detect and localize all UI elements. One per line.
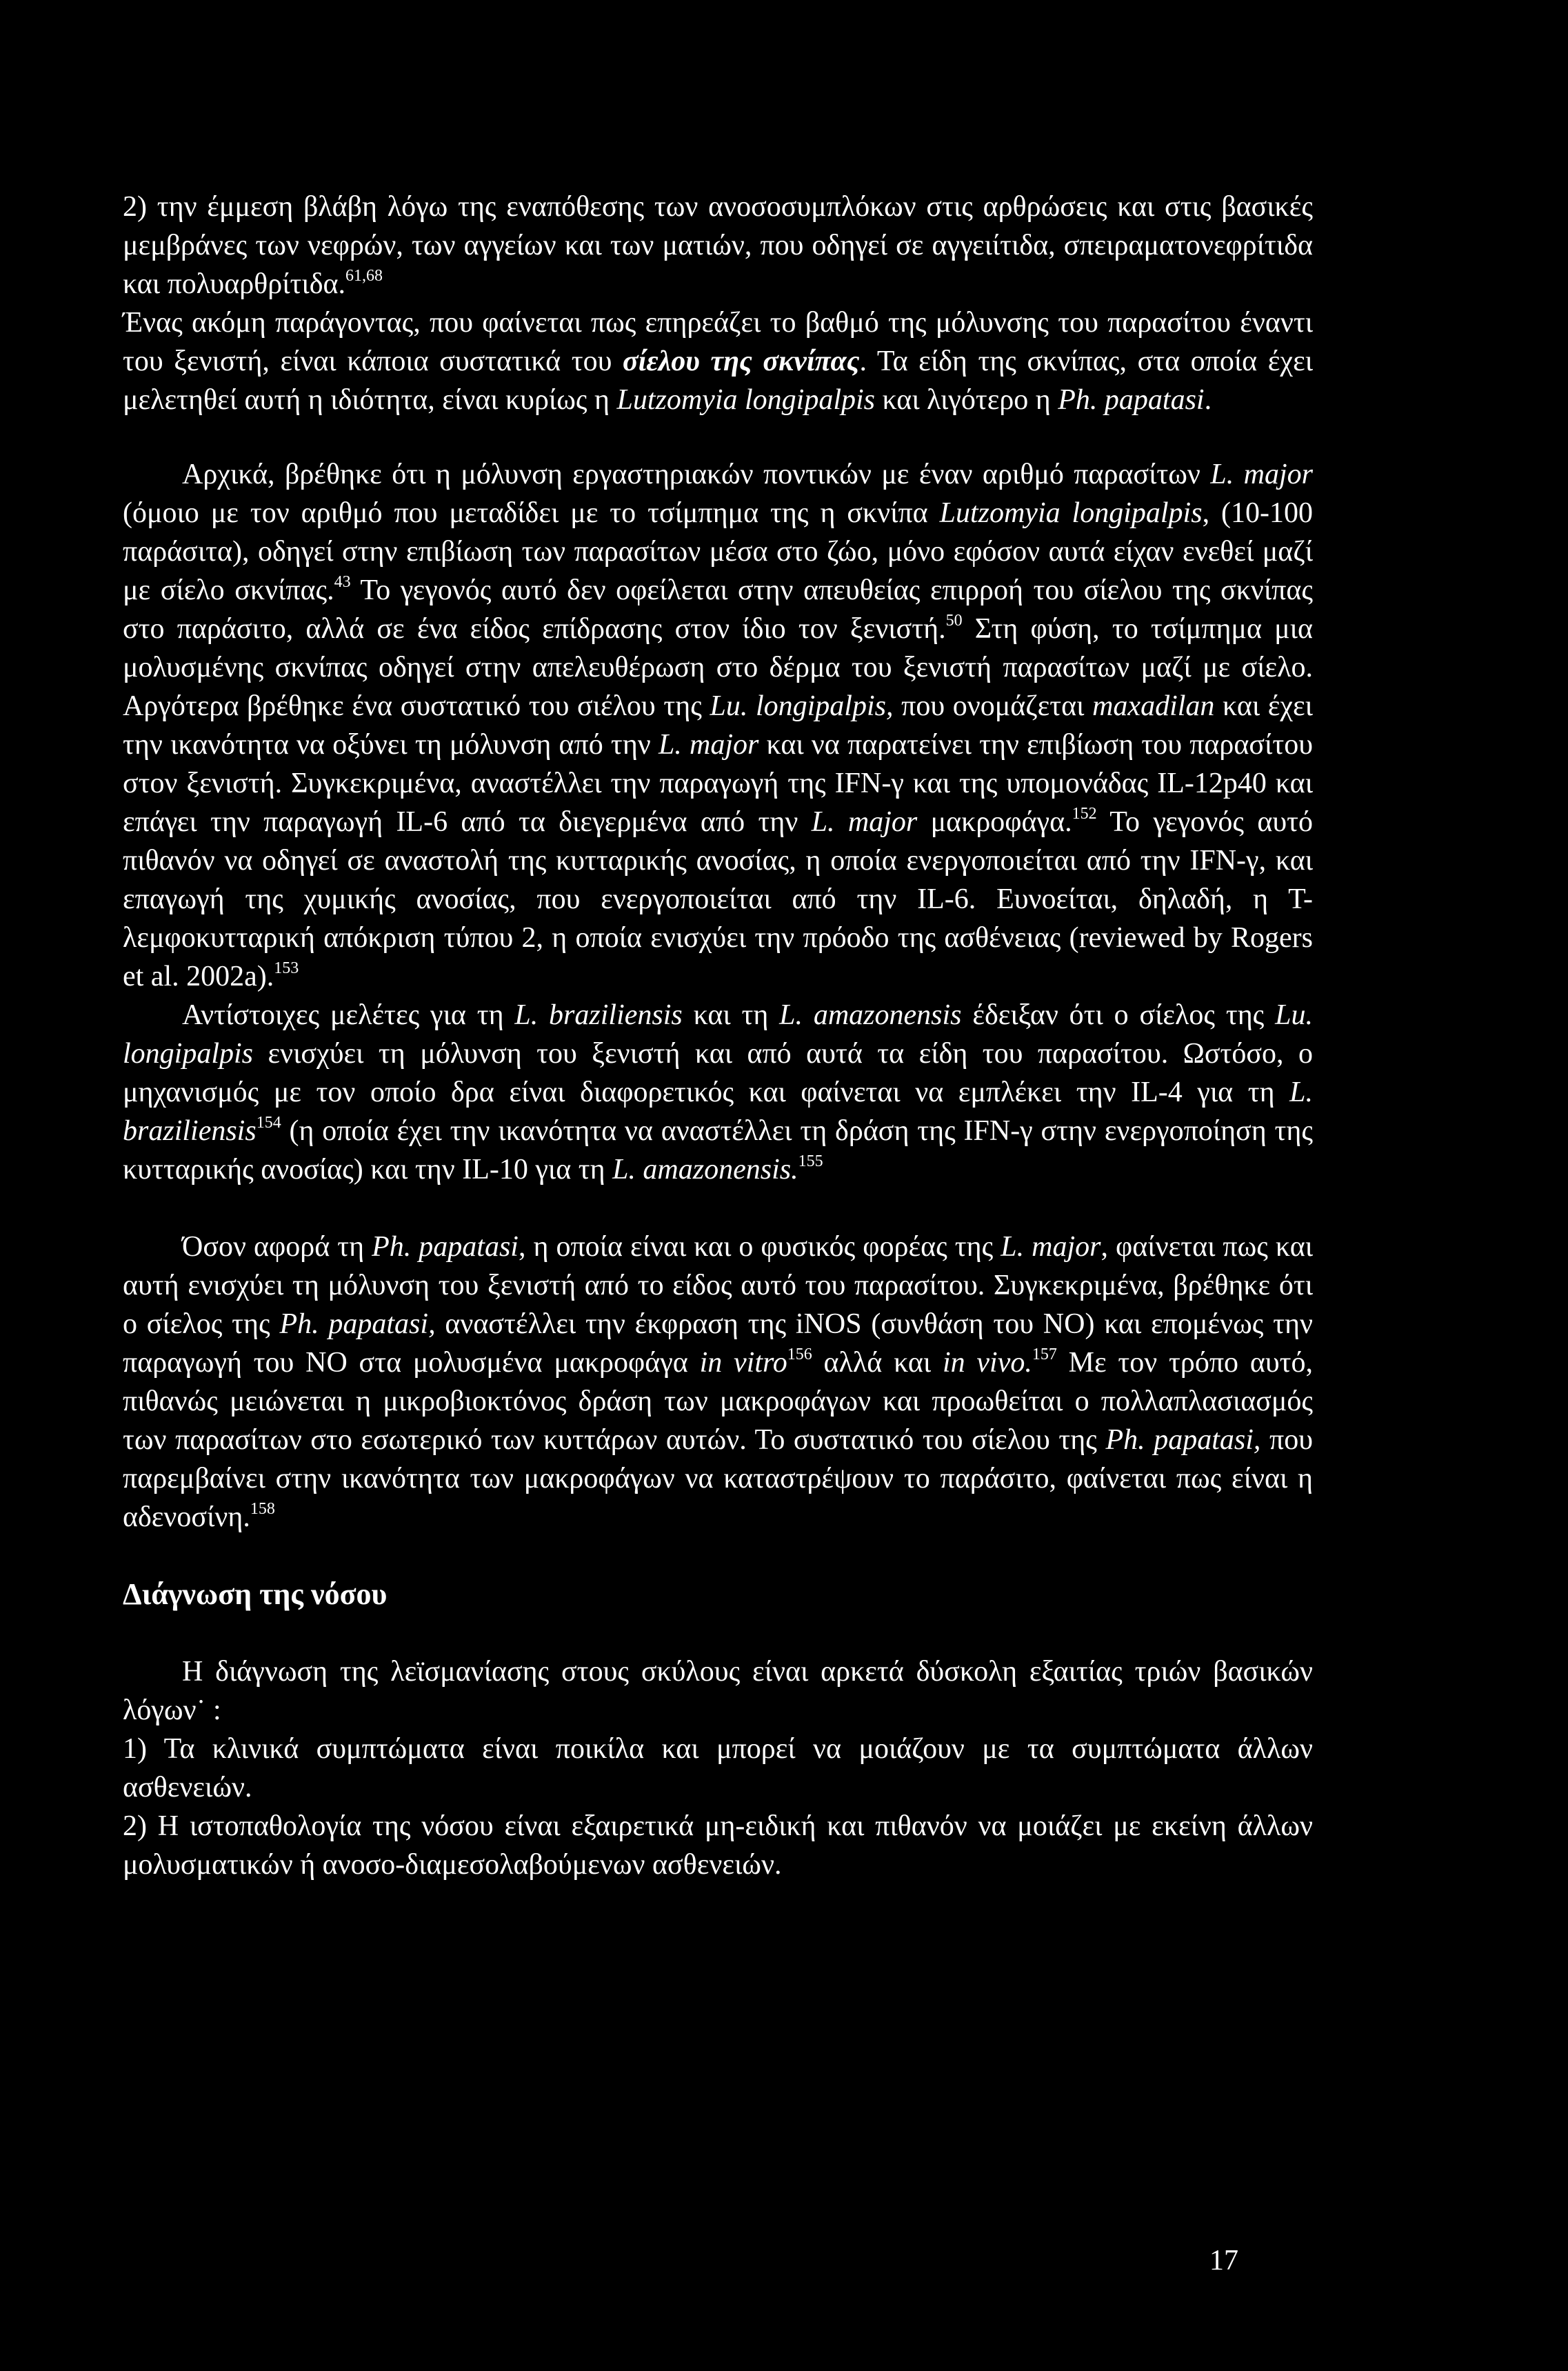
list-item-1: 1) Τα κλινικά συμπτώματα είναι ποικίλα και μπορεί να μοιάζουν με τα συμπτώματα άλλων ασθενειών. [123, 1733, 1313, 1803]
text: και λιγότερο η [875, 384, 1058, 416]
text: Αρχικά, βρέθηκε ότι η μόλυνση εργαστηριακών ποντικών με έναν αριθμό παρασίτων [182, 459, 1211, 490]
text: μακροφάγα. [917, 806, 1072, 838]
citation: 152 [1072, 805, 1097, 823]
paragraph-1 [123, 188, 1313, 303]
text: 2) την έμμεση βλάβη λόγω της εναπόθεσης των ανοσοσυμπλόκων στις αρθρώσεις και στις βασικές μεμβράνες των νεφρών, των αγγείων και των ματιών, που οδηγεί σε αγγειίτιδα, σπειραματονεφρίτιδα και πολυαρθρίτιδα. [123, 191, 1313, 300]
species-name: L. major [1001, 1231, 1101, 1263]
text: ενισχύει τη μόλυνση του ξενιστή και από αυτά τα είδη του παρασίτου. Ωστόσο, ο μηχανισμός με τον οποίο δρα είναι διαφορετικός και φαίνεται να εμπλέκει την IL-4 για τη [123, 1038, 1313, 1108]
citation: 157 [1032, 1345, 1057, 1363]
species-name: Ph. papatasi [372, 1231, 519, 1263]
species-name: Lu. longipalpis [123, 999, 1313, 1070]
text: , η οποία είναι και ο φυσικός φορέας της [518, 1231, 1001, 1263]
text: (όμοιο με τον αριθμό που μεταδίδει με το τσίμπημα της η σκνίπα [123, 497, 940, 529]
citation: 154 [256, 1114, 281, 1132]
citation: 153 [274, 959, 299, 977]
species-name: maxadilan [1092, 690, 1215, 722]
citation: 61,68 [345, 267, 383, 285]
species-name: Lutzomyia longipalpis [939, 497, 1203, 529]
list-item-2: 2) Η ιστοπαθολογία της νόσου είναι εξαιρετικά μη-ειδική και πιθανόν να μοιάζει με εκείνη άλλων μολυσματικών ή ανοσο-διαμεσολαβούμενων ασθενειών. [123, 1810, 1313, 1881]
paragraph-4 [123, 996, 1313, 1189]
species-name: L. braziliensis [514, 999, 683, 1031]
text: που παρεμβαίνει στην ικανότητα των μακροφάγων να καταστρέψουν το παράσιτο, φαίνεται πως είναι η αδενοσίνη. [123, 1424, 1314, 1533]
paragraph-3 [123, 455, 1313, 996]
text: , (10-100 παράσιτα), οδηγεί στην επιβίωση των παρασίτων μέσα στο ζώο, μόνο εφόσον αυτά είχαν ενεθεί μαζί με σίελο σκνίπας. [123, 497, 1313, 606]
species-name: L. major [811, 806, 918, 838]
section-heading: Διάγνωση της νόσου [123, 1577, 388, 1611]
text: που ονομάζεται [893, 690, 1093, 722]
text: Με τον τρόπο αυτό, πιθανώς μειώνεται η μικροβιοκτόνος δράση των μακροφάγων και προωθείται ο πολλαπλασιασμός των παρασίτων στο εσωτερικό των κυττάρων αυτών. Το συστατικό του σίελου της [123, 1347, 1314, 1456]
species-name: L. major [658, 729, 759, 761]
species-name: L. major [1210, 459, 1314, 490]
paragraph-6: Η διάγνωση της λεϊσμανίασης στους σκύλους είναι αρκετά δύσκολη εξαιτίας τριών βασικών λόγων˙ : [123, 1656, 1313, 1726]
species-name: Ph. papatasi, [1105, 1424, 1261, 1456]
species-name: Lu. longipalpis, [710, 690, 894, 722]
text: και να παρατείνει την επιβίωση του παρασίτου στον ξενιστή. Συγκεκριμένα, αναστέλλει την παραγωγή της IFN-γ και της υπομονάδας IL-12p40 και επάγει την παραγωγή IL-6 από τα διεγερμένα από την [123, 729, 1313, 838]
text: (η οποία έχει την ικανότητα να αναστέλλει τη δράση της IFN-γ στην ενεργοποίηση της κυτταρικής ανοσίας) και την IL-10 για τη [123, 1115, 1313, 1186]
species-name: Ph. papatasi [1058, 384, 1205, 416]
text: και τη [682, 999, 780, 1031]
citation: 158 [250, 1500, 275, 1518]
text: . Τα είδη της σκνίπας, στα οποία έχει μελετηθεί αυτή η ιδιότητα, είναι κυρίως η [123, 346, 1313, 416]
text: Αντίστοιχες μελέτες για τη [182, 999, 515, 1031]
citation: 155 [798, 1152, 823, 1170]
citation: 43 [334, 573, 351, 591]
paragraph-5 [123, 1228, 1313, 1537]
latin-term: in vitro [699, 1347, 787, 1379]
species-name: Lutzomyia longipalpis [616, 384, 876, 416]
text: , φαίνεται πως και αυτή ενισχύει τη μόλυνση του ξενιστή από το είδος αυτό του παρασίτου. Συγκεκριμένα, βρέθηκε ότι ο σίελος της [123, 1231, 1314, 1340]
citation: 156 [787, 1345, 812, 1363]
text: έδειξαν ότι ο σίελος της [961, 999, 1276, 1031]
species-name: L. braziliensis [123, 1077, 1313, 1147]
citation: 50 [945, 612, 963, 630]
species-name: Ph. papatasi, [279, 1308, 436, 1340]
paragraph-2 [123, 303, 1313, 419]
text: και έχει την ικανότητα να οξύνει τη μόλυνση από την [123, 690, 1313, 761]
text: Το γεγονός αυτό πιθανόν να οδηγεί σε αναστολή της κυτταρικής ανοσίας, η οποία ενεργοποιείται από την IFN-γ, και επαγωγή της χυμικής ανοσίας, που ενεργοποιείται από την IL-6. Ευνοείται, δηλαδή, η Τ-λεμφοκυτταρική απόκριση τύπου 2, η οποία ενισχύει την πρόοδο της ασθένειας (reviewed by Rogers et al. 2002a). [123, 806, 1314, 992]
latin-term: in vivo. [942, 1347, 1032, 1379]
emphasis: σίελου της σκνίπας [623, 346, 860, 377]
page-number: 17 [1209, 2245, 1238, 2277]
text: Όσον αφορά τη [182, 1231, 372, 1263]
text: αναστέλλει την έκφραση της iNOS (συνθάση του NO) και επομένως την παραγωγή του NO στα μολυσμένα μακροφάγα [123, 1308, 1314, 1379]
text: Το γεγονός αυτό δεν οφείλεται στην απευθείας επιρροή του σίελου της σκνίπας στο παράσιτο, αλλά σε ένα είδος επίδρασης στον ίδιο τον ξενιστή. [123, 574, 1313, 645]
text: Στη φύση, το τσίμπημα μια μολυσμένης σκνίπας οδηγεί στην απελευθέρωση στο δέρμα του ξενιστή παρασίτων μαζί με σίελο. Αργότερα βρέθηκε ένα συστατικό του σιέλου της [123, 613, 1313, 722]
text: . [1204, 384, 1212, 416]
text: αλλά και [812, 1347, 943, 1379]
species-name: L. amazonensis [779, 999, 962, 1031]
species-name: L. amazonensis. [612, 1154, 798, 1186]
document-body [123, 188, 1313, 1884]
text: Ένας ακόμη παράγοντας, που φαίνεται πως επηρεάζει το βαθμό της μόλυνσης του παρασίτου έναντι του ξενιστή, είναι κάποια συστατικά του [123, 307, 1313, 377]
